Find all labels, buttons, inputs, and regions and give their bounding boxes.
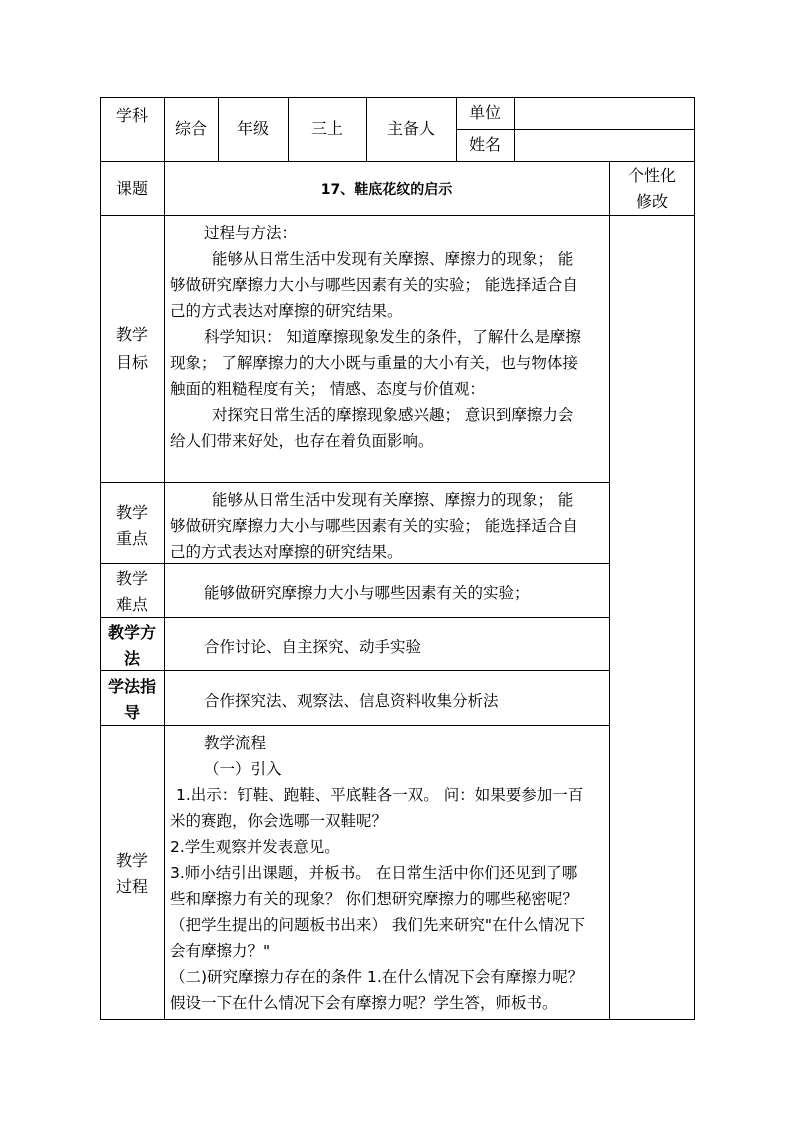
objectives-line: 现象； 了解摩擦力的大小既与重量的大小有关，也与物体接 <box>170 354 578 372</box>
study-methods-label-1: 学法指 <box>107 677 156 696</box>
objectives-line: 己的方式表达对摩擦的研究结果。 <box>170 302 403 320</box>
table-border <box>100 482 609 483</box>
objectives-line: 触面的粗糙程度有关； 情感、态度与价值观： <box>170 380 485 398</box>
process-label-2: 过程 <box>115 877 148 896</box>
process-line: 些和摩擦力有关的现象？ 你们想研究摩擦力的哪些秘密呢？ <box>170 890 578 908</box>
key-points-line: 够做研究摩擦力大小与哪些因素有关的实验； 能选择适合自 <box>170 517 578 535</box>
grade-value: 三上 <box>310 119 343 138</box>
methods-label-1: 教学方 <box>107 623 156 642</box>
methods-value: 合作讨论、自主探究、动手实验 <box>204 638 422 656</box>
methods-label-2: 法 <box>123 649 140 668</box>
objectives-line: 给人们带来好处，也存在着负面影响。 <box>170 432 434 450</box>
objectives-line: 对探究日常生活的摩擦现象感兴趣； 意识到摩擦力会 <box>212 406 574 424</box>
topic-value: 17、鞋底花纹的启示 <box>320 182 453 198</box>
difficulties-value: 能够做研究摩擦力大小与哪些因素有关的实验； <box>204 584 530 602</box>
key-points-label-1: 教学 <box>115 503 148 522</box>
process-line: （把学生提出的问题板书出来） 我们先来研究"在什么情况下 <box>170 916 586 934</box>
key-points-line: 己的方式表达对摩擦的研究结果。 <box>170 543 403 561</box>
difficulties-label-2: 难点 <box>115 595 148 614</box>
process-line: 2.学生观察并发表意见。 <box>170 838 340 856</box>
process-line: 会有摩擦力？" <box>170 942 271 960</box>
table-border <box>100 617 609 618</box>
table-border <box>100 670 609 671</box>
objectives-line: 过程与方法： <box>204 224 298 242</box>
objectives-line: 科学知识： 知道摩擦现象发生的条件，了解什么是摩擦 <box>204 328 581 346</box>
table-border <box>164 97 165 1020</box>
difficulties-label-1: 教学 <box>115 569 148 588</box>
table-border <box>609 161 610 1020</box>
table-border <box>100 725 609 726</box>
process-line: （二)研究摩擦力存在的条件 1.在什么情况下会有摩擦力呢？ <box>170 968 584 986</box>
name-label: 姓名 <box>468 135 501 154</box>
table-border <box>100 1019 695 1020</box>
personalize-label-1: 个性化 <box>627 166 676 185</box>
topic-label: 课题 <box>115 179 148 198</box>
subject-label: 学科 <box>115 106 148 125</box>
table-border <box>100 215 695 216</box>
preparer-label: 主备人 <box>386 119 435 138</box>
study-methods-value: 合作探究法、观察法、信息资料收集分析法 <box>204 692 499 710</box>
personalize-label-2: 修改 <box>635 192 668 211</box>
key-points-label-2: 重点 <box>115 529 148 548</box>
objectives-label-1: 教学 <box>115 325 148 344</box>
unit-label: 单位 <box>468 103 501 122</box>
key-points-line: 能够从日常生活中发现有关摩擦、摩擦力的现象； 能 <box>212 491 574 509</box>
key-points-text <box>170 487 606 565</box>
process-line: 1.出示：钉鞋、跑鞋、平底鞋各一双。 问：如果要参加一百 <box>176 786 584 804</box>
objectives-line: 够做研究摩擦力大小与哪些因素有关的实验； 能选择适合自 <box>170 276 578 294</box>
study-methods-label-2: 导 <box>123 703 140 722</box>
process-line: 3.师小结引出课题，并板书。 在日常生活中你们还见到了哪 <box>170 864 578 882</box>
process-text <box>170 730 606 1016</box>
table-border <box>100 161 695 162</box>
process-line: 米的赛跑，你会选哪一双鞋呢？ <box>170 812 388 830</box>
table-border <box>456 129 695 130</box>
subject-value: 综合 <box>174 119 207 138</box>
table-border <box>514 97 515 161</box>
table-border <box>100 97 695 98</box>
process-line: 假设一下在什么情况下会有摩擦力呢？学生答，师板书。 <box>170 994 558 1012</box>
table-border <box>694 97 695 1020</box>
objectives-text <box>170 220 606 454</box>
process-line: 教学流程 <box>204 734 267 752</box>
objectives-line: 能够从日常生活中发现有关摩擦、摩擦力的现象； 能 <box>212 250 574 268</box>
process-label-1: 教学 <box>115 851 148 870</box>
process-line: （一）引入 <box>204 760 282 778</box>
objectives-label-2: 目标 <box>115 353 148 372</box>
grade-label: 年级 <box>236 119 269 138</box>
